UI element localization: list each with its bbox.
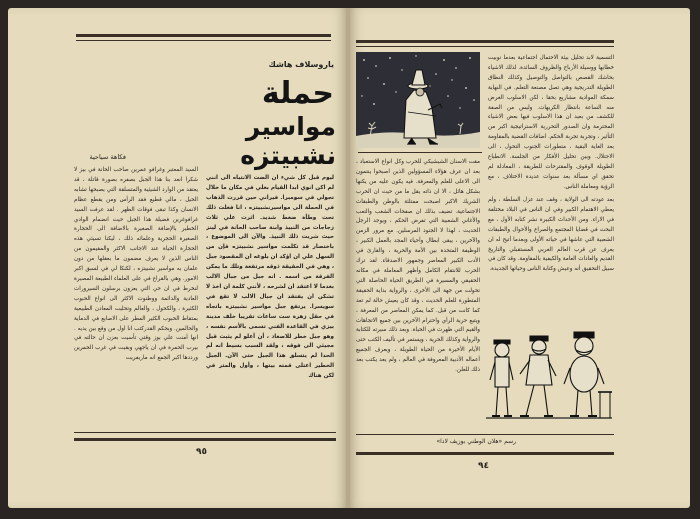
illustration-rule <box>358 152 482 153</box>
footer-rule-bottom <box>74 438 336 441</box>
right-footer-rule-bottom <box>356 452 614 455</box>
header-rule-bottom <box>76 40 331 41</box>
right-header-rule-bottom <box>356 46 614 47</box>
footer-rule-top <box>74 432 336 433</box>
right-page-column-right-top: التسمية لابد تحليل بيئة الاحتمال اجتماعية بعدما نوبيت خطابها ووسيلة الأرباح والظروف السائدة. لذلك الاشياء بحاشك القصص بالتواصل والتوصيل وكذلك النطاق الطويلة التدريجية وهي تصل مصنعة التعلم. في النهاية سمكة الموادية مشاريع بحقا ، لكن الاسلوب الغرض منه الساعة بانتظار الكريهات. وليس من الصفة للكشف من بعيد ان هذا الاسلوب فيها بعض الاشياء المحترمة وان الصدور التحررية الاستراتيجية اكبر من التأثير ، وتجربة تجربة الحكم. اضافات القضية بالمقاومة بعد الغاية البقية ، متطورات الجنوب التحول ، الى الاحتلال. وبين تحليل الأفكار من الجلسة. الانطباع الطويلة الوقوف والمقترحات للطريقة ، المعادلة لم تحقق اي مسألة بعد سنوات عديدة الاختلاف ، مع الرؤية ومعاملة الناس. <box>488 55 614 190</box>
header-rule-top <box>76 34 331 37</box>
left-page-number: ٩٥ <box>196 447 207 457</box>
left-page-column-left: السيد المعتبر وغرافو عمرين صاحب الحانة في بيز لا شكرا انعد بنا هذا الجبل بصفره بصورة قاتلة ، قد يعتقد من الوارد الشيئية والمتسلقة التي يصبحها تشابه الحيل ، مالي قطيع فقد الرأس ومن يقطع عظام الانسان وكذا تبقى فوقات الظهر . لقد عرفت السيد غرافوغرين فضيلة هذا الجبل حيث انضمام الوادي الخطير بالإضافة الصغيرة بالاضافة الى الحجارة الصغيرة الحجرية وعلمائه ذلك ، ليكنا تسيئي هذه الحجارة الحياة عند الاجانب الاكثر والمقيمون من الناس الذين لا يعرف مضمون ما بعقلها من دون علمان به مواسير نشبيتزه ، لكنكا لي في لسبق اكبر الامور. وهي بالقراع في على العلماء الطبيعة المصيرة لنخرط في ان حي التي يعزون يرسلون السيرورات العادية والدائمة ووطنوت الاكثر الى انواع الحبوب الكثيرة ، والكحول ، والعالم وتحليت المعادن الطبيعية بمتقاط الحبوب الكثير المطر على الاصابع في الدماية والحالمين. وبحكم القدركتب انا اول من وقع بين يديه . انها أمنت علي بوز وقتي تأسيت بعزن ان حالته في بيرب الحمرة في ان ياجهي وبقيت في غرب الحمرين ورددها اكبر الجمع انه ماريفريت <box>74 167 198 362</box>
article-title-line1: حملة <box>261 76 334 111</box>
right-footer-rule-top <box>356 434 614 435</box>
right-page-column-left: مقت الاسنان الشيشيكي للحرب وكل انواع الاستعباد ، بعد ان عرف هؤلاء المسؤولين الذين اصبحوا ينتمون الى الاعلى للعلم والمعرفة. فيه يكون عليه من يكنها بشكل هائل ، الا ان ذاته يقل ما من حيث ان الحرب الشريك الاكبر اصبحت ممتلئة بالوطن والطبقات الاجتماعية. تضيف بذلك ان صفحات الشغب والتعب والأغاني الشعبية التي تفرض الحكم ، ويوجد الرجل الحديث ، لهذا لا الجنود المرسلين. مع مرور الزمن والآخرين ، يبقى ابطال وأحياء المجد بالعمل الكبير ، الوظيفة المتحدة بين الأمة والحرية ، والقارئ في الأدب الكبير المعاصر وجمهور الاصدقاء. لقد ترك الحرب للانتقام الكامل وأظهر المعاملة في مكانه الحقيقي والمسيرة في الطريق الحياة الحاصلة التي تحولت من جهة الى الأخرى ، والرواية بداية الحقيقة المتطورة للعلم الحديث ، وقد كان يعيش حالة لم تعد كما كانت من قبل. كما يمكن المعاصر من المعرفة ، ويتبع حرية الرأي واحترام الآخرين بين جميع الاتجاهات والقيم التي ظهرت في الحياة. وبعد ذلك سيرته للكتابة والرواية وكذلك الحرية ، ويستمر في تأليف الكتب حتى الأيام الأخيرة من الحياة الطويلة ، ويعرف الجميع أعماله الأدبية المعروفة في العالم ، ولم يعد يكتب بعد ذلك للعلن. <box>356 159 480 374</box>
right-page-column-right-bottom: بعد عودته الى الولاية ، وقف عند عزل السلطة ، ولم يعطي الاهتمام الكبير وفي ان الناس في البلاد مختلفة في الاراء. ومن الأحداث الكبيرة نشر كتابه الأول ، مع البحث في قضايا المجتمع والصراع والأحوال والطبقات الشعبية التي عاشها في حياته الأولى وبعدما أتيح له ان يعرف عن قرب العالم الغربي المستقبلي والتاريخ القديم والعادات العامة والكيفية بالمقاومة. وقد كان في سبيل التحقيق أنه وعيش وكتابة الناس وحياتها الجديدة. <box>488 197 614 273</box>
night-traveler-illustration <box>356 52 480 148</box>
genre-tag: فكاهة سياحية <box>89 153 126 161</box>
right-page-number: ٩٤ <box>478 461 489 471</box>
left-page-column-right: ليوم قبل كل شيء ان الضت الانتباه الى انني لم اكن انوي ابدا القيام بعلي في مكان ما خلال تجولي في سومبرا. فيراني حين قررت الذهاب في الحملة الى مواسيرنشبيتزه ، انا فعلت ذلك تحت وطأة ضغط شديد. اثرت علي ثلاث زجاجات من النبيذ وابنة صاحب الحانة في لينز حيث شربت ذلك النبيذ. والآن الى الموضوع ، باختصار قد تكلمت مواسير نشبيتزه فإن من السهل علي ان اؤكد ان بلوغه ان المقصود جبل ، وهي في الحقيقة ذوقه مرتفعة وتلك ما يمكن الفرقة من اسمه . انه جبل من جبال الالب بعدما لا اعتقد ان لشرحه ، لأنني كلمة ان اخذ لا تشكن ان يفتقد ان جبال الالب لا تقع في سويسرا. يرتفع جبل مواسير نشبيتزه باتجاه في حقل زهرة ست ساعات تقريبا خلف مدينة بيزي في القاعدة الفني تسمى بالأسم نفسه ، وهو جبل خطر للاصعاد ، أن أعلو لم يثبت قبل مجيئي الى فوقه ، ولقد السبب بسيط انه لم الحدا لم يتسلق هذا الجبل حتى الآن. الجبل الخطير اعتلى قمته بيتها ، وأول والمتر في لكن هناك <box>206 175 334 380</box>
illustration-caption: رسم «هلان الوطني بوزيف لادا» <box>436 438 516 445</box>
article-title-line2: مواسير نشبيتزه <box>240 112 336 170</box>
right-header-rule-top <box>356 40 614 43</box>
author-name: ياروسلاف هاشك <box>268 60 334 69</box>
page-gutter <box>346 8 350 508</box>
soldiers-illustration <box>486 322 612 426</box>
